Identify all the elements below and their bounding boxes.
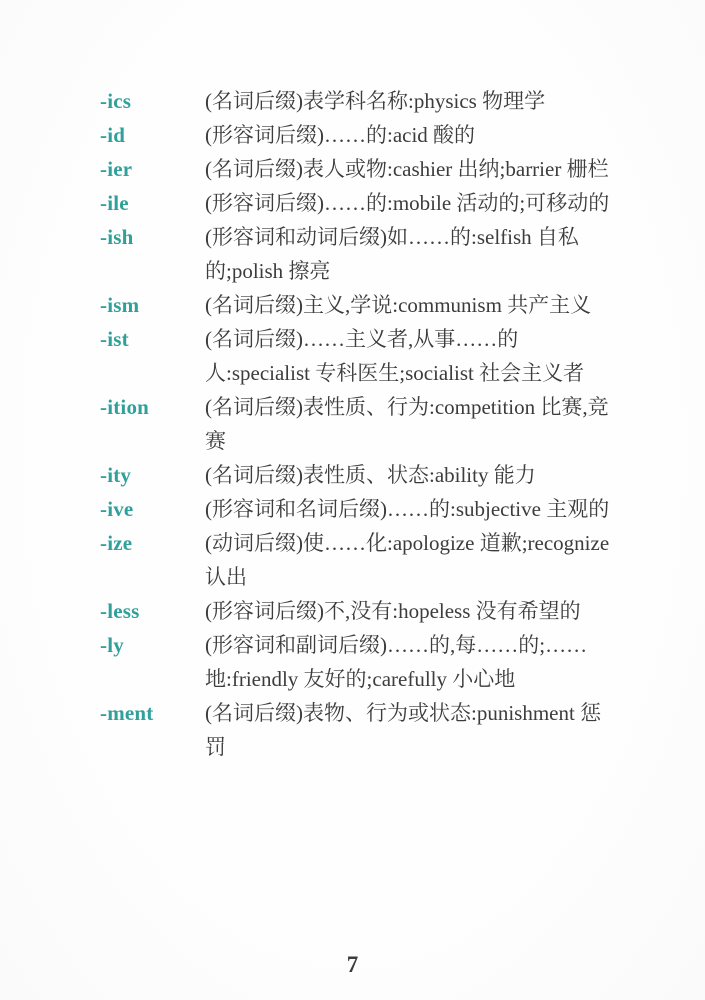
suffix-label: -ment <box>100 701 154 725</box>
suffix-label: -ity <box>100 463 132 487</box>
dictionary-entry <box>100 492 615 526</box>
dictionary-entry <box>100 628 615 696</box>
suffix-definition: (动词后缀)使……化:apologize 道歉;recognize 认出 <box>205 531 610 589</box>
dictionary-entry <box>100 84 615 118</box>
suffix-definition: (名词后缀)表人或物:cashier 出纳;barrier 栅栏 <box>205 157 609 181</box>
dictionary-entry <box>100 526 615 594</box>
dictionary-entry <box>100 288 615 322</box>
suffix-label: -ly <box>100 633 124 657</box>
suffix-list <box>100 84 615 764</box>
suffix-definition: (形容词和名词后缀)……的:subjective 主观的 <box>205 497 610 521</box>
suffix-definition: (形容词和副词后缀)……的,每……的;……地:friendly 友好的;carefully 小心地 <box>205 633 588 691</box>
dictionary-entry <box>100 696 615 764</box>
suffix-label: -ish <box>100 225 134 249</box>
dictionary-entry <box>100 458 615 492</box>
dictionary-entry <box>100 322 615 390</box>
dictionary-entry <box>100 186 615 220</box>
suffix-label: -ition <box>100 395 150 419</box>
suffix-label: -less <box>100 599 140 623</box>
dictionary-entry <box>100 594 615 628</box>
suffix-label: -ier <box>100 157 133 181</box>
suffix-definition: (名词后缀)表性质、状态:ability 能力 <box>205 463 536 487</box>
suffix-label: -id <box>100 123 126 147</box>
suffix-definition: (名词后缀)……主义者,从事……的人:specialist 专科医生;socialist 社会主义者 <box>205 327 585 385</box>
suffix-definition: (形容词后缀)……的:acid 酸的 <box>205 123 476 147</box>
dictionary-entry <box>100 220 615 288</box>
suffix-label: -ism <box>100 293 140 317</box>
dictionary-entry <box>100 152 615 186</box>
suffix-definition: (名词后缀)表学科名称:physics 物理学 <box>205 89 546 113</box>
suffix-definition: (名词后缀)主义,学说:communism 共产主义 <box>205 293 592 317</box>
dictionary-entry <box>100 390 615 458</box>
suffix-label: -ist <box>100 327 129 351</box>
suffix-label: -ize <box>100 531 133 555</box>
suffix-label: -ive <box>100 497 134 521</box>
page-number: 7 <box>346 952 359 977</box>
suffix-definition: (形容词后缀)不,没有:hopeless 没有希望的 <box>205 599 581 623</box>
dictionary-entry <box>100 118 615 152</box>
suffix-label: -ics <box>100 89 132 113</box>
suffix-label: -ile <box>100 191 129 215</box>
suffix-definition: (形容词后缀)……的:mobile 活动的;可移动的 <box>205 191 610 215</box>
suffix-definition: (名词后缀)表物、行为或状态:punishment 惩罚 <box>205 701 602 759</box>
suffix-definition: (名词后缀)表性质、行为:competition 比赛,竞赛 <box>205 395 609 453</box>
suffix-definition: (形容词和动词后缀)如……的:selfish 自私的;polish 擦亮 <box>205 225 579 283</box>
